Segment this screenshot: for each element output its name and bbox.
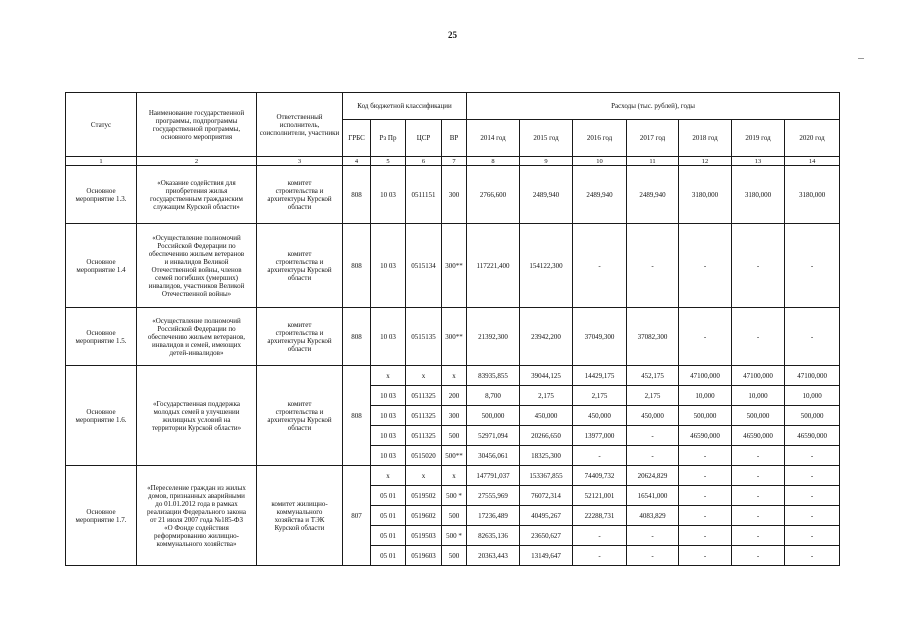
grbs-cell: 808 [343, 224, 371, 308]
header-year-2017: 2017 год [627, 120, 679, 157]
expense-cell: 10,000 [679, 386, 732, 406]
expense-cell: 22288,731 [573, 506, 627, 526]
activity-name: «Осуществление полномочий Российской Федерации по обеспечению жильем ветеранов, инвалидов и семей, имеющих детей-инвалидов» [137, 308, 257, 366]
column-number: 1 [66, 157, 137, 166]
expense-cell: - [679, 224, 732, 308]
expense-cell: 40495,267 [520, 506, 573, 526]
csr-cell: 0519503 [406, 526, 442, 546]
expense-cell: 500,000 [785, 406, 840, 426]
expense-cell: - [679, 446, 732, 466]
expense-cell: 2766,600 [467, 166, 520, 224]
expense-cell: 23942,200 [520, 308, 573, 366]
header-grbs: ГРБС [343, 120, 371, 157]
expense-cell: 2489,940 [627, 166, 679, 224]
csr-cell: 0519502 [406, 486, 442, 506]
column-number: 4 [343, 157, 371, 166]
column-number: 12 [679, 157, 732, 166]
rzpr-cell: 05 01 [371, 486, 406, 506]
expense-cell: 10,000 [732, 386, 785, 406]
header-csr: ЦСР [406, 120, 442, 157]
activity-name: «Оказание содействия для приобретения жилья государственным гражданским служащим Курской области» [137, 166, 257, 224]
csr-cell: 0519602 [406, 506, 442, 526]
expense-cell: 450,000 [627, 406, 679, 426]
rzpr-cell: 10 03 [371, 308, 406, 366]
expense-cell: 47100,000 [732, 366, 785, 386]
expense-cell: 21392,300 [467, 308, 520, 366]
rzpr-cell: 10 03 [371, 224, 406, 308]
activity-name: «Осуществление полномочий Российской Федерации по обеспечению жильем ветеранов и инвалидов Великой Отечественной войны, членов семей погибших (умерших) инвалидов, участников Великой Отечественной войны» [137, 224, 257, 308]
expense-cell: - [732, 526, 785, 546]
expense-cell: 83935,855 [467, 366, 520, 386]
header-year-2016: 2016 год [573, 120, 627, 157]
header-year-2020: 2020 год [785, 120, 840, 157]
expense-cell: 27555,969 [467, 486, 520, 506]
table-row [66, 308, 840, 366]
rzpr-cell: 05 01 [371, 526, 406, 546]
expense-cell: - [785, 308, 840, 366]
expense-cell: - [732, 446, 785, 466]
expense-cell: 117221,400 [467, 224, 520, 308]
vr-cell: x [442, 366, 467, 386]
rzpr-cell: x [371, 466, 406, 486]
activity-responsible: комитет строительства и архитектуры Курской области [257, 224, 343, 308]
expense-cell: 18325,300 [520, 446, 573, 466]
csr-cell: 0511325 [406, 386, 442, 406]
expense-cell: 17236,489 [467, 506, 520, 526]
csr-cell: 0511151 [406, 166, 442, 224]
expense-cell: - [679, 486, 732, 506]
vr-cell: 300** [442, 308, 467, 366]
expense-cell: 14429,175 [573, 366, 627, 386]
budget-table [65, 92, 840, 566]
expense-cell: 2489,940 [520, 166, 573, 224]
rzpr-cell: x [371, 366, 406, 386]
rzpr-cell: 05 01 [371, 546, 406, 566]
rzpr-cell: 10 03 [371, 166, 406, 224]
activity-status: Основное мероприятие 1.5. [66, 308, 137, 366]
expense-cell: - [627, 224, 679, 308]
expense-cell: 4083,829 [627, 506, 679, 526]
csr-cell: x [406, 466, 442, 486]
expense-cell: - [573, 546, 627, 566]
expense-cell: 52971,094 [467, 426, 520, 446]
grbs-cell: 808 [343, 166, 371, 224]
expense-cell: - [732, 466, 785, 486]
expense-cell: - [573, 446, 627, 466]
header-responsible: Ответственный исполнитель, соисполнители, участники [257, 93, 343, 157]
expense-cell: - [627, 526, 679, 546]
activity-responsible: комитет строительства и архитектуры Курской области [257, 366, 343, 466]
column-number-row [66, 157, 840, 166]
expense-cell: 3180,000 [679, 166, 732, 224]
vr-cell: 200 [442, 386, 467, 406]
csr-cell: 0519603 [406, 546, 442, 566]
expense-cell: 2,175 [573, 386, 627, 406]
expense-cell: 500,000 [732, 406, 785, 426]
csr-cell: x [406, 366, 442, 386]
expense-cell: - [679, 308, 732, 366]
expense-cell: - [627, 546, 679, 566]
expense-cell: 23650,627 [520, 526, 573, 546]
expense-cell: 16541,000 [627, 486, 679, 506]
vr-cell: 500 * [442, 486, 467, 506]
vr-cell: 500 [442, 426, 467, 446]
vr-cell: 300 [442, 166, 467, 224]
expense-cell: 46590,000 [732, 426, 785, 446]
expense-cell: 47100,000 [785, 366, 840, 386]
expense-cell: 82635,136 [467, 526, 520, 546]
expense-cell: 8,700 [467, 386, 520, 406]
activity-responsible: комитет строительства и архитектуры Курской области [257, 308, 343, 366]
table-row [66, 466, 840, 486]
csr-cell: 0515134 [406, 224, 442, 308]
expense-cell: - [785, 506, 840, 526]
vr-cell: 500** [442, 446, 467, 466]
column-number: 6 [406, 157, 442, 166]
expense-cell: 13149,647 [520, 546, 573, 566]
rzpr-cell: 10 03 [371, 446, 406, 466]
header-budget-code: Код бюджетной классификации [343, 93, 467, 120]
column-number: 5 [371, 157, 406, 166]
expense-cell: 13977,000 [573, 426, 627, 446]
grbs-cell: 807 [343, 466, 371, 566]
expense-cell: - [732, 308, 785, 366]
expense-cell: - [732, 224, 785, 308]
header-name: Наименование государственной программы, подпрограммы государственной программы, основного мероприятия [137, 93, 257, 157]
vr-cell: 500 * [442, 526, 467, 546]
expense-cell: 2489,940 [573, 166, 627, 224]
expense-cell: 153367,855 [520, 466, 573, 486]
expense-cell: 3180,000 [732, 166, 785, 224]
column-number: 2 [137, 157, 257, 166]
corner-mark [858, 58, 864, 59]
expense-cell: 500,000 [467, 406, 520, 426]
table-row [66, 366, 840, 386]
expense-cell: - [679, 526, 732, 546]
expense-cell: 452,175 [627, 366, 679, 386]
expense-cell: - [627, 426, 679, 446]
activity-status: Основное мероприятие 1.6. [66, 366, 137, 466]
header-expenses: Расходы (тыс. рублей), годы [467, 93, 840, 120]
expense-cell: 47100,000 [679, 366, 732, 386]
activity-name: «Переселение граждан из жилых домов, признанных аварийными до 01.01.2012 года в рамках реализации Федерального закона от 21 июля 2007 года №185-ФЗ «О Фонде содействия реформированию жилищно- коммунального хозяйства» [137, 466, 257, 566]
expense-cell: - [732, 486, 785, 506]
expense-cell: 2,175 [627, 386, 679, 406]
expense-cell: 52121,001 [573, 486, 627, 506]
expense-cell: 46590,000 [785, 426, 840, 446]
expense-cell: 450,000 [573, 406, 627, 426]
header-year-2019: 2019 год [732, 120, 785, 157]
header-year-2014: 2014 год [467, 120, 520, 157]
expense-cell: 39044,125 [520, 366, 573, 386]
column-number: 11 [627, 157, 679, 166]
csr-cell: 0511325 [406, 426, 442, 446]
vr-cell: 300** [442, 224, 467, 308]
header-year-2015: 2015 год [520, 120, 573, 157]
activity-status: Основное мероприятие 1.4 [66, 224, 137, 308]
expense-cell: - [732, 506, 785, 526]
expense-cell: 46590,000 [679, 426, 732, 446]
activity-status: Основное мероприятие 1.7. [66, 466, 137, 566]
column-number: 13 [732, 157, 785, 166]
expense-cell: - [785, 486, 840, 506]
header-year-2018: 2018 год [679, 120, 732, 157]
expense-cell: 3180,000 [785, 166, 840, 224]
vr-cell: 300 [442, 406, 467, 426]
column-number: 9 [520, 157, 573, 166]
csr-cell: 0515020 [406, 446, 442, 466]
expense-cell: 76072,314 [520, 486, 573, 506]
expense-cell: - [732, 546, 785, 566]
column-number: 7 [442, 157, 467, 166]
expense-cell: - [573, 224, 627, 308]
expense-cell: - [679, 506, 732, 526]
header-vr: ВР [442, 120, 467, 157]
expense-cell: 20266,650 [520, 426, 573, 446]
csr-cell: 0511325 [406, 406, 442, 426]
header-status: Статус [66, 93, 137, 157]
expense-cell: 500,000 [679, 406, 732, 426]
page-number: 25 [448, 30, 457, 40]
expense-cell: 10,000 [785, 386, 840, 406]
expense-cell: - [785, 546, 840, 566]
table-row [66, 224, 840, 308]
rzpr-cell: 10 03 [371, 406, 406, 426]
expense-cell: - [785, 466, 840, 486]
activity-responsible: комитет строительства и архитектуры Курской области [257, 166, 343, 224]
expense-cell: - [679, 546, 732, 566]
activity-name: «Государственная поддержка молодых семей в улучшении жилищных условий на территории Курской области» [137, 366, 257, 466]
expense-cell: - [785, 526, 840, 546]
column-number: 8 [467, 157, 520, 166]
expense-cell: - [573, 526, 627, 546]
expense-cell: - [627, 446, 679, 466]
activity-responsible: комитет жилищно- коммунального хозяйства и ТЭК Курской области [257, 466, 343, 566]
expense-cell: - [679, 466, 732, 486]
expense-cell: 20363,443 [467, 546, 520, 566]
column-number: 3 [257, 157, 343, 166]
csr-cell: 0515135 [406, 308, 442, 366]
vr-cell: x [442, 466, 467, 486]
expense-cell: - [785, 446, 840, 466]
expense-cell: 154122,300 [520, 224, 573, 308]
expense-cell: 74409,732 [573, 466, 627, 486]
expense-cell: 450,000 [520, 406, 573, 426]
expense-cell: 2,175 [520, 386, 573, 406]
expense-cell: 147791,037 [467, 466, 520, 486]
activity-status: Основное мероприятие 1.3. [66, 166, 137, 224]
rzpr-cell: 10 03 [371, 386, 406, 406]
expense-cell: 37082,300 [627, 308, 679, 366]
expense-cell: 37049,300 [573, 308, 627, 366]
table-row [66, 166, 840, 224]
expense-cell: 30456,061 [467, 446, 520, 466]
header-rzpr: Рз Пр [371, 120, 406, 157]
vr-cell: 500 [442, 546, 467, 566]
column-number: 10 [573, 157, 627, 166]
expense-cell: - [785, 224, 840, 308]
grbs-cell: 808 [343, 366, 371, 466]
rzpr-cell: 05 01 [371, 506, 406, 526]
column-number: 14 [785, 157, 840, 166]
grbs-cell: 808 [343, 308, 371, 366]
vr-cell: 500 [442, 506, 467, 526]
expense-cell: 20624,829 [627, 466, 679, 486]
rzpr-cell: 10 03 [371, 426, 406, 446]
